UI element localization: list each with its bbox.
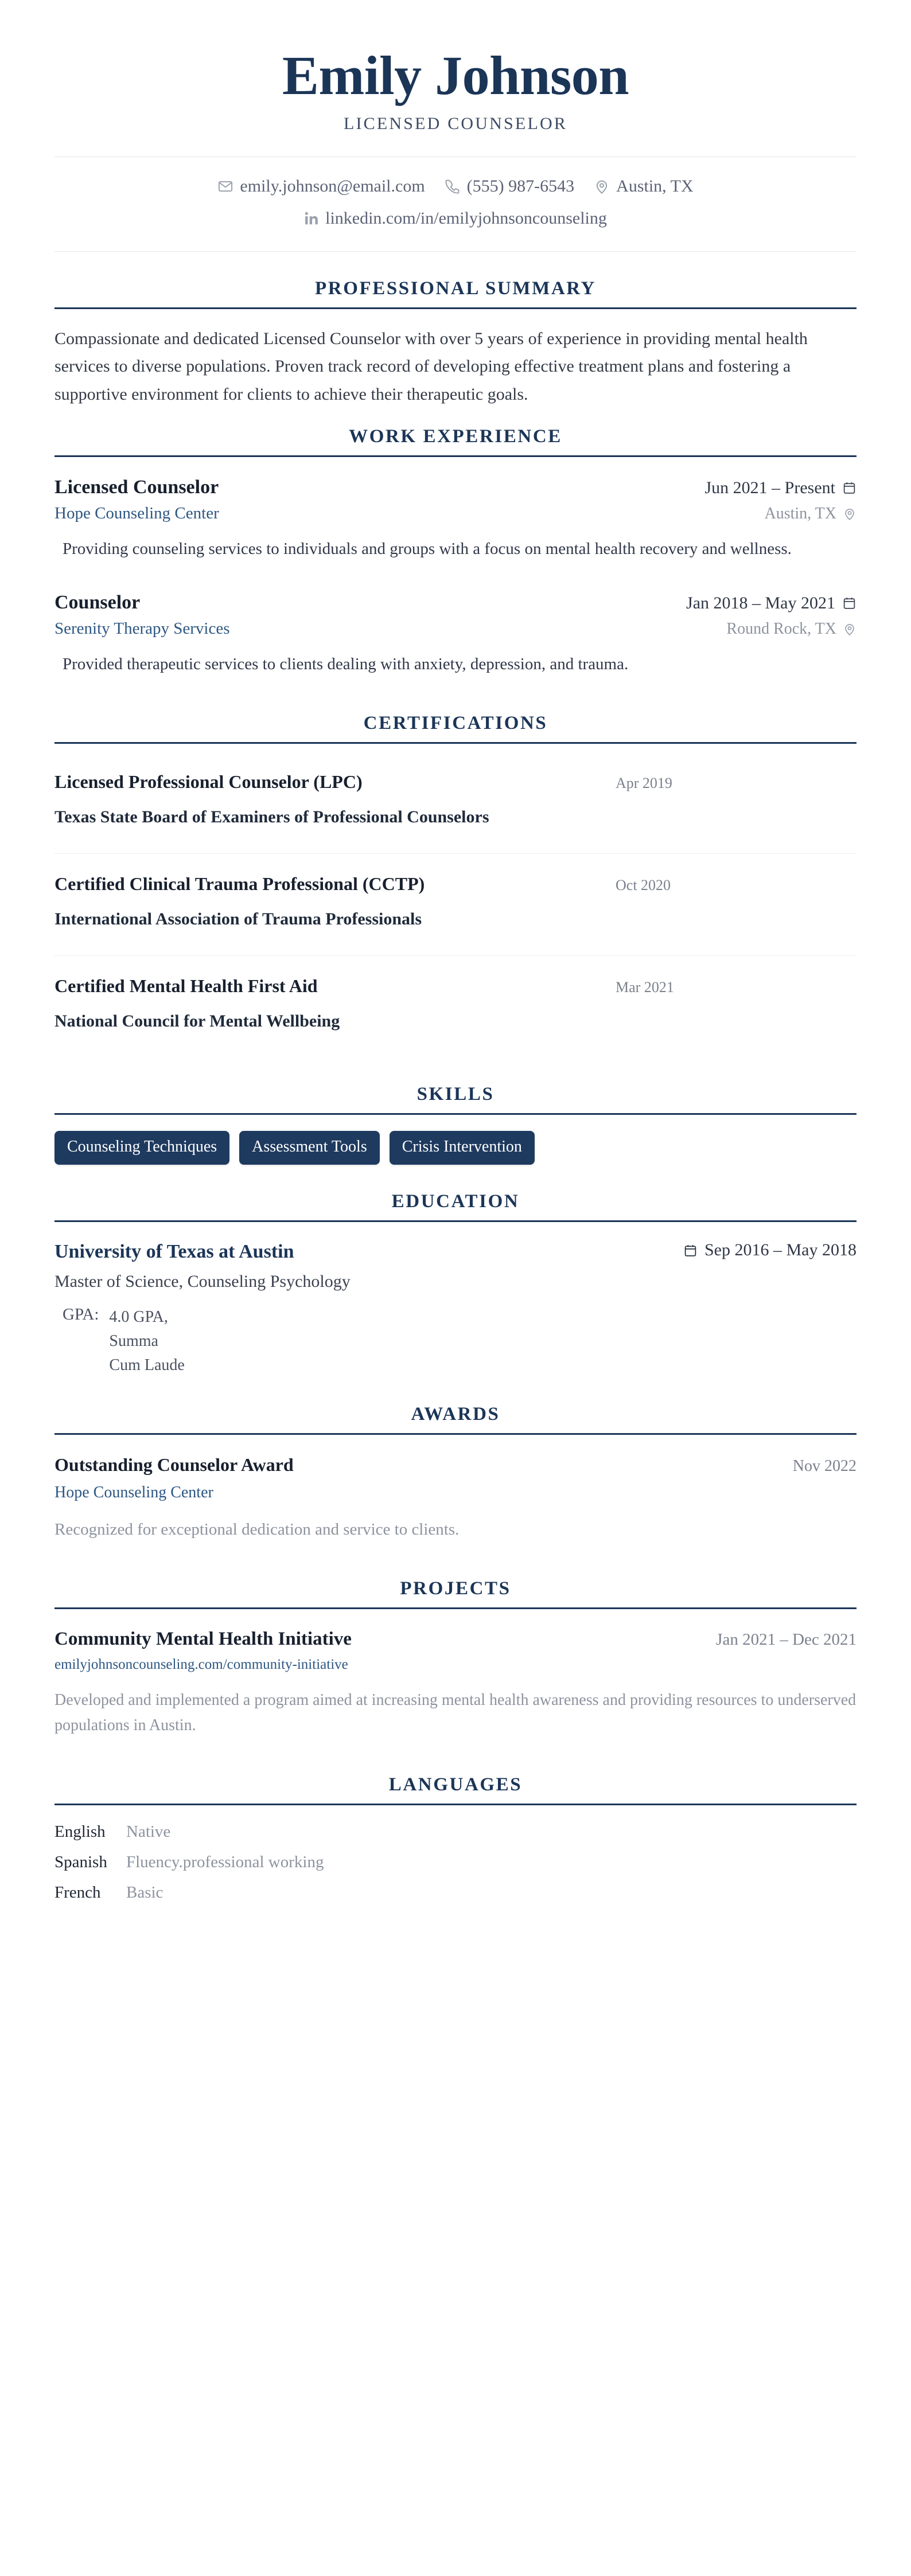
project-date: Jan 2021 – Dec 2021 (716, 1630, 857, 1649)
section-skills (54, 1084, 857, 1165)
education-gpa-row (63, 1305, 857, 1377)
language-level: Fluency.professional working (126, 1853, 324, 1872)
language-item (54, 1822, 857, 1841)
project-link[interactable]: emilyjohnsoncounseling.com/community-initiative (54, 1656, 348, 1672)
job-title: Licensed Counselor (54, 476, 219, 498)
language-item (54, 1883, 857, 1902)
section-heading-work: WORK EXPERIENCE (349, 426, 562, 447)
candidate-name: Emily Johnson (282, 45, 629, 106)
project-title: Community Mental Health Initiative (54, 1628, 352, 1649)
language-name: French (54, 1883, 101, 1902)
job-description: Provided therapeutic services to clients dealing with anxiety, depression, and trauma. (63, 654, 629, 673)
phone-icon (445, 178, 461, 194)
envelope-icon (217, 178, 233, 194)
job-header-row (54, 477, 857, 498)
social-row (54, 209, 857, 228)
education-date-text: Sep 2016 – May 2018 (704, 1240, 857, 1260)
certification-name: Certified Mental Health First Aid (54, 975, 318, 997)
education-date (683, 1240, 857, 1260)
contact-linkedin-text: linkedin.com/in/emilyjohnsoncounseling (325, 208, 607, 228)
job-date-text: Jan 2018 – May 2021 (686, 593, 835, 612)
section-heading-summary: PROFESSIONAL SUMMARY (315, 278, 596, 299)
certification-header-row (54, 771, 857, 793)
contact-email[interactable] (217, 177, 425, 196)
contact-email-text: emily.johnson@email.com (240, 176, 425, 196)
section-rule-certifications (54, 742, 857, 744)
section-rule-education (54, 1220, 857, 1222)
award-date: Nov 2022 (792, 1457, 857, 1475)
job-date (705, 478, 857, 498)
job-date (686, 594, 857, 613)
job-date-text: Jun 2021 – Present (704, 478, 835, 497)
section-heading-awards: AWARDS (411, 1403, 500, 1424)
section-professional-summary (54, 278, 857, 409)
location-pin-icon (843, 622, 857, 636)
certification-issuer: Texas State Board of Examiners of Professional Counselors (54, 807, 489, 827)
certification-header-row (54, 975, 857, 997)
contact-location (594, 177, 693, 196)
section-work-experience (54, 426, 857, 678)
calendar-icon (842, 481, 857, 495)
work-experience-item (54, 592, 857, 677)
section-heading-education: EDUCATION (391, 1191, 520, 1212)
section-awards (54, 1404, 857, 1543)
certification-date: Mar 2021 (616, 979, 674, 996)
contact-phone[interactable] (445, 177, 574, 196)
work-experience-item (54, 477, 857, 562)
contact-row (54, 177, 857, 196)
job-subheader-row (54, 619, 857, 638)
certification-name: Certified Clinical Trauma Professional (CCTP) (54, 873, 425, 895)
project-item (54, 1629, 857, 1739)
certifications-list (54, 752, 857, 1057)
certification-issuer: International Association of Trauma Professionals (54, 910, 422, 929)
job-header-row (54, 592, 857, 614)
location-pin-icon (843, 507, 857, 521)
section-heading-projects: PROJECTS (400, 1578, 511, 1599)
certification-date: Apr 2019 (616, 775, 672, 792)
contact-linkedin[interactable] (304, 209, 607, 228)
job-subheader-row (54, 504, 857, 523)
language-name: Spanish (54, 1853, 107, 1872)
section-rule-summary (54, 307, 857, 309)
section-rule-work (54, 455, 857, 457)
certification-item (54, 752, 857, 854)
resume-header (54, 47, 857, 252)
job-location (726, 620, 857, 638)
candidate-title: LICENSED COUNSELOR (343, 114, 568, 133)
skill-pill: Counseling Techniques (54, 1131, 229, 1165)
gpa-label: GPA: (63, 1305, 99, 1324)
certification-issuer: National Council for Mental Wellbeing (54, 1012, 340, 1031)
section-heading-certifications: CERTIFICATIONS (363, 713, 548, 734)
calendar-icon (683, 1243, 698, 1258)
certification-item (54, 854, 857, 956)
languages-list (54, 1822, 857, 1902)
section-rule-awards (54, 1433, 857, 1435)
language-level: Basic (126, 1883, 163, 1902)
section-heading-languages: LANGUAGES (388, 1774, 523, 1796)
section-projects (54, 1578, 857, 1739)
award-header-row (54, 1454, 857, 1476)
location-pin-icon (594, 178, 610, 194)
project-header-row (54, 1629, 857, 1650)
section-heading-skills: SKILLS (416, 1084, 495, 1105)
skill-pill: Crisis Intervention (390, 1131, 535, 1165)
certification-name: Licensed Professional Counselor (LPC) (54, 771, 363, 793)
linkedin-icon (304, 211, 319, 226)
education-item (54, 1240, 857, 1377)
job-description: Providing counseling services to individuals and groups with a focus on mental health recovery and wellness. (63, 539, 792, 558)
language-item (54, 1853, 857, 1872)
section-education (54, 1191, 857, 1377)
certification-date: Oct 2020 (616, 877, 671, 894)
award-description: Recognized for exceptional dedication and service to clients. (54, 1520, 460, 1539)
job-title: Counselor (54, 591, 141, 613)
education-header-row (54, 1240, 857, 1263)
skills-list (54, 1131, 857, 1165)
certification-header-row (54, 873, 857, 895)
job-organization: Serenity Therapy Services (54, 619, 230, 638)
job-location-text: Round Rock, TX (726, 619, 836, 638)
section-languages (54, 1774, 857, 1902)
project-description: Developed and implemented a program aimed at increasing mental health awareness and providing resources to underserved populations in Austin. (54, 1691, 857, 1735)
summary-text: Compassionate and dedicated Licensed Counselor with over 5 years of experience in providing mental health services to diverse populations. Proven track record of developing effective treatment plans and fostering a supportive environment for clients to achieve their therapeutic goals. (54, 329, 808, 404)
award-organization: Hope Counseling Center (54, 1483, 213, 1501)
calendar-icon (842, 596, 857, 610)
education-degree: Master of Science, Counseling Psychology (54, 1271, 351, 1291)
certification-item (54, 956, 857, 1057)
award-title: Outstanding Counselor Award (54, 1454, 294, 1475)
job-location (765, 505, 857, 523)
job-location-text: Austin, TX (764, 504, 836, 522)
education-school: University of Texas at Austin (54, 1240, 294, 1262)
contact-phone-text: (555) 987-6543 (466, 176, 575, 196)
award-item (54, 1454, 857, 1543)
language-name: English (54, 1822, 106, 1841)
section-rule-skills (54, 1113, 857, 1115)
contact-location-text: Austin, TX (616, 176, 694, 196)
section-certifications (54, 713, 857, 1057)
language-level: Native (126, 1822, 171, 1841)
gpa-value: 4.0 GPA, Summa Cum Laude (109, 1307, 185, 1374)
skill-pill: Assessment Tools (239, 1131, 380, 1165)
job-organization: Hope Counseling Center (54, 504, 219, 522)
section-rule-languages (54, 1804, 857, 1805)
section-rule-projects (54, 1607, 857, 1609)
